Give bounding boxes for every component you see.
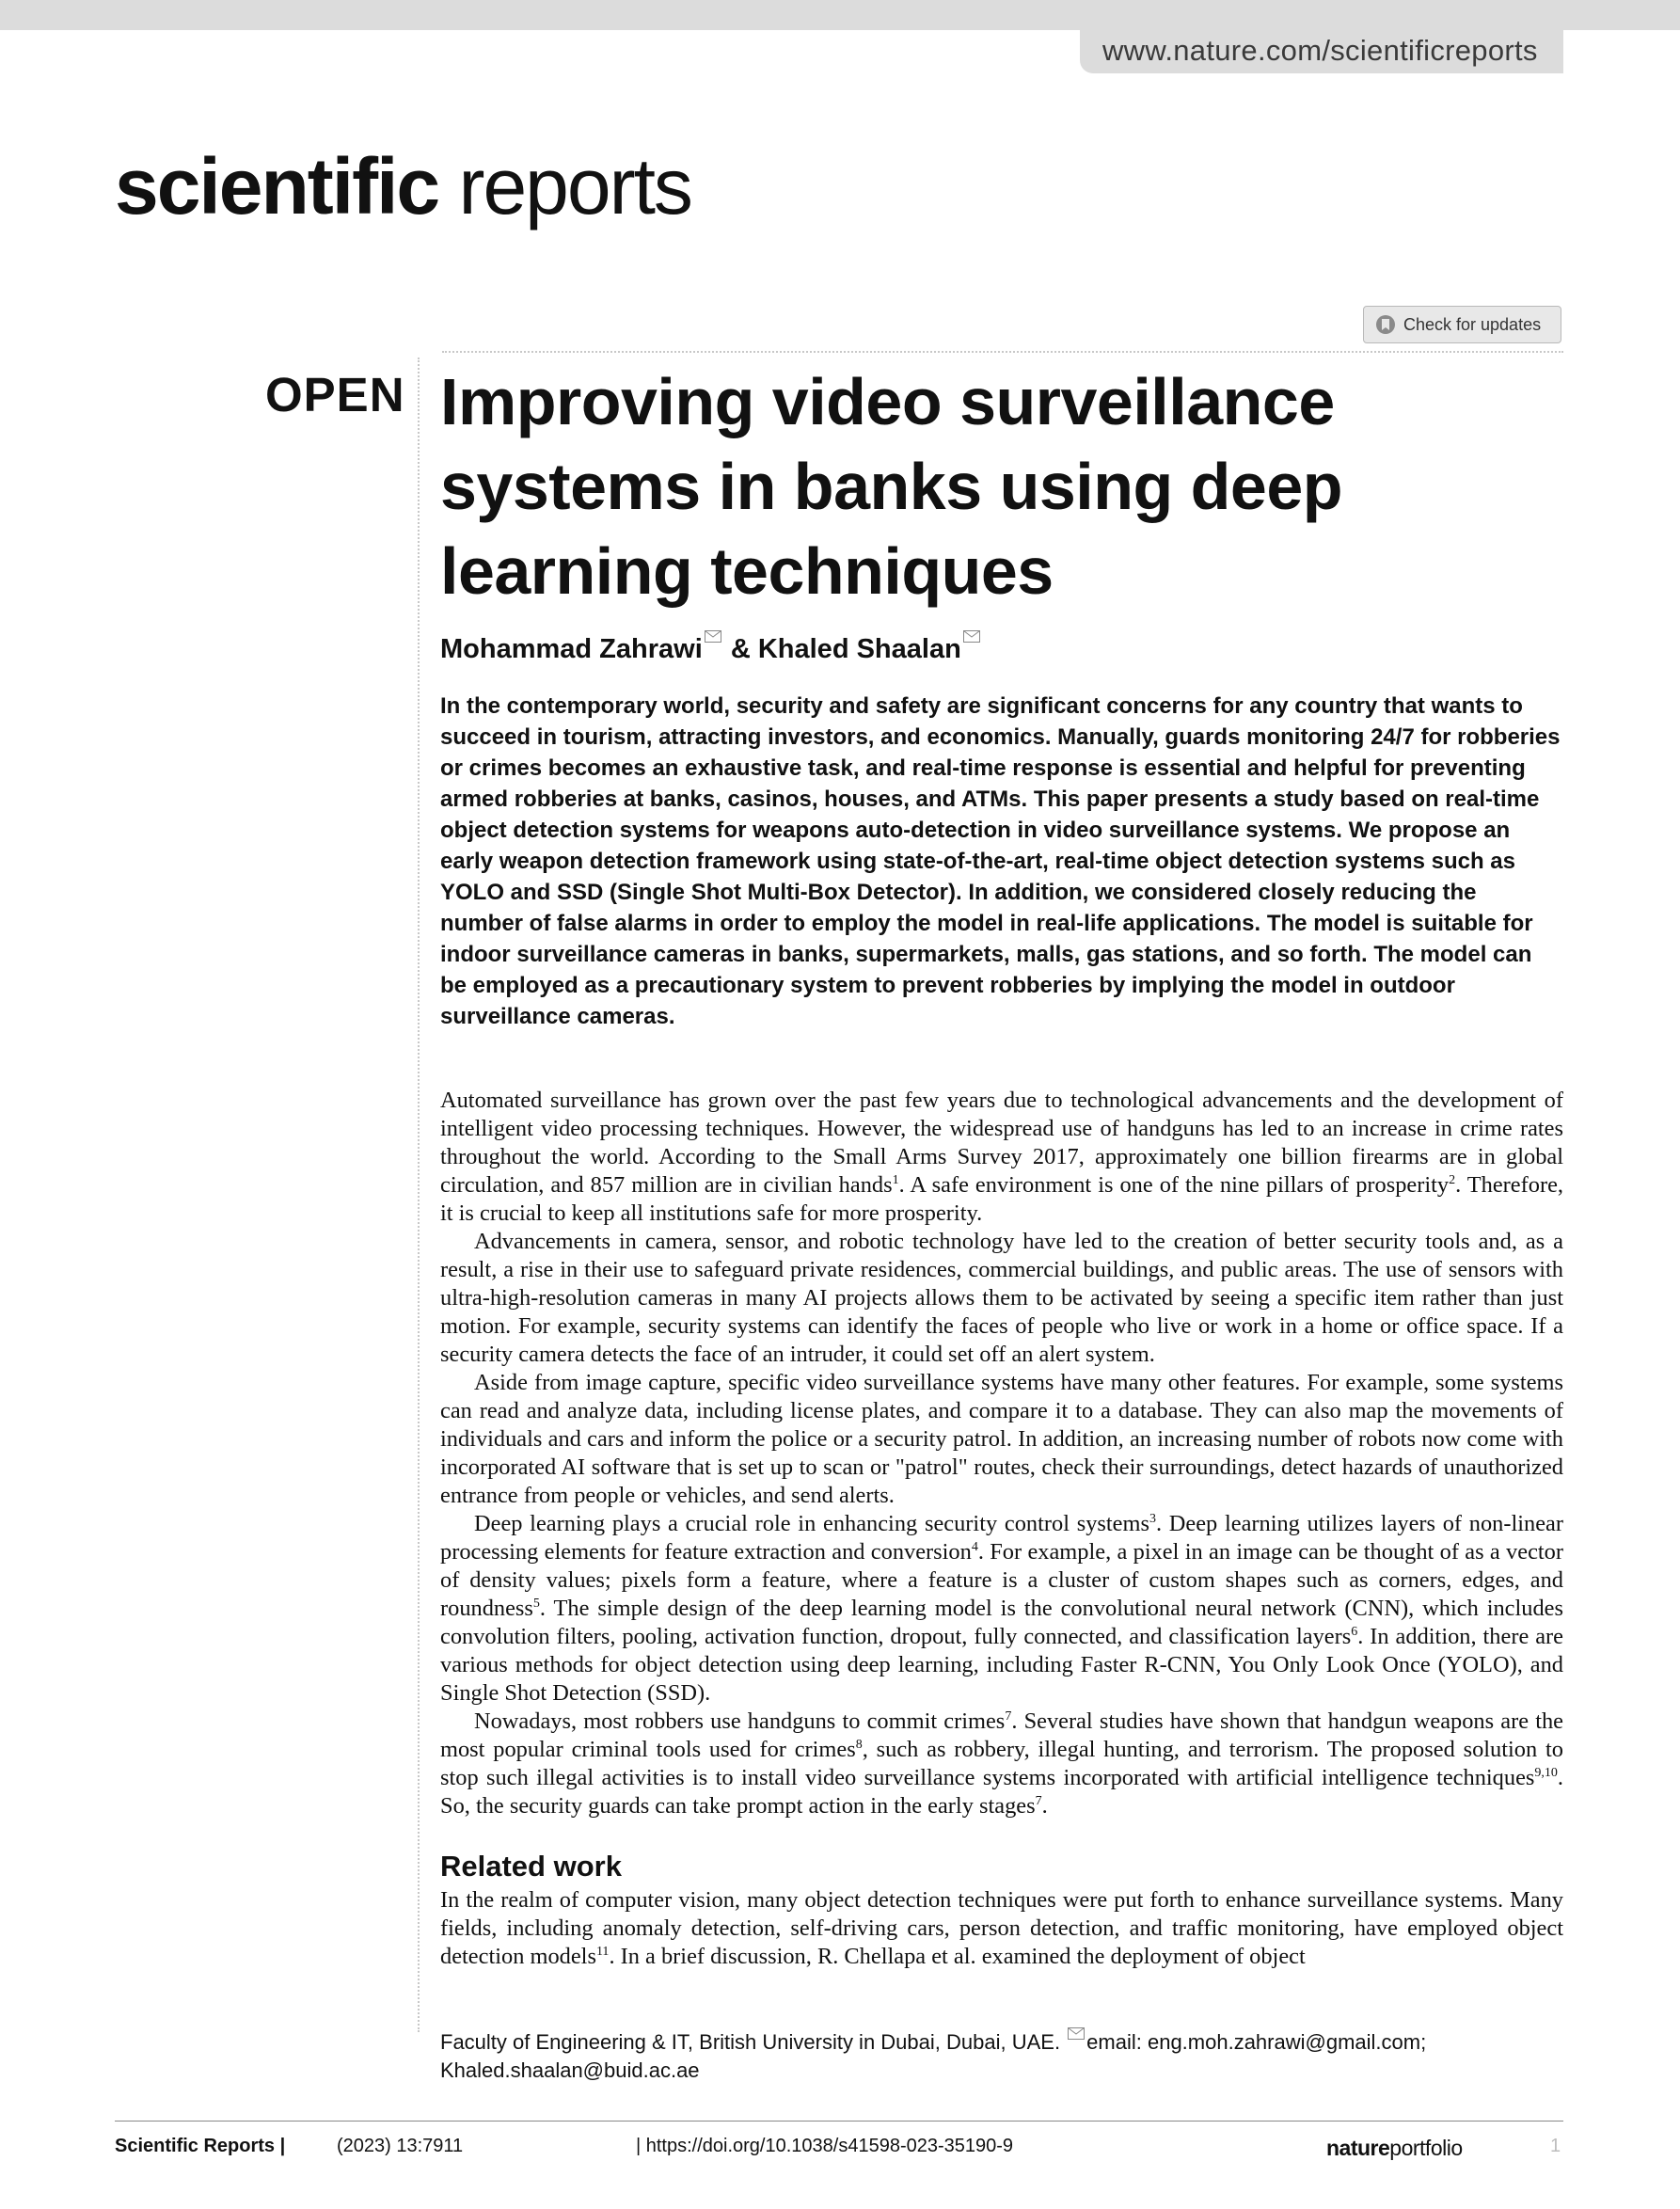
citation[interactable]: 9,10: [1534, 1765, 1558, 1780]
footer-doi-link[interactable]: | https://doi.org/10.1038/s41598-023-35190-9: [636, 2136, 1014, 2156]
journal-logo-bold: scientific: [115, 142, 439, 230]
contact-email[interactable]: email: eng.moh.zahrawi@gmail.com; Khaled.shaalan@buid.ac.ae: [440, 2030, 1427, 2082]
citation[interactable]: 7: [1005, 1708, 1012, 1724]
envelope-icon[interactable]: [963, 630, 980, 643]
envelope-icon: [1068, 2027, 1085, 2040]
journal-logo-light: reports: [438, 142, 691, 230]
paragraph: Aside from image capture, specific video surveillance systems have many other features. For example, some systems can read and analyze data, including license plates, and compare it to a database. They can also map the movements of individuals and cars and inform the police or a security patrol. In addition, an increasing number of robots now come with incorporated AI software that is set up to scan or "patrol" routes, check their surroundings, detect hazards of unauthorized entrance from people or vehicles, and send alerts.: [440, 1370, 1563, 1508]
citation[interactable]: 1: [892, 1172, 899, 1187]
citation[interactable]: 4: [971, 1539, 978, 1554]
envelope-icon[interactable]: [705, 630, 721, 643]
author-name[interactable]: Mohammad Zahrawi: [440, 634, 703, 664]
paragraph: Automated surveillance has grown over the past few years due to technological advancements and the development of intelligent video processing techniques. However, the widespread use of handguns has led to an increase in crime rates throughout the world. According to the Small Arms Survey 2017, approximately one billion firearms are in global circulation, and 857 million are in civilian hands$^1$. A safe environment is one of the nine pillars of prosperity$^2$. Therefore, it is crucial to keep all institutions safe for more prosperity.: [440, 1088, 1563, 1226]
paragraph: In the realm of computer vision, many object detection techniques were put forth to enhance surveillance systems. Many fields, including anomaly detection, self-driving cars, person detection, and traffic monitoring, have employed object detection models$^{11}$. In a brief discussion, R. Chellapa et al. examined the deployment of object: [440, 1887, 1563, 1969]
paragraph: Deep learning plays a crucial role in enhancing security control systems$^3$. Deep learning utilizes layers of non-linear processing elements for feature extraction and conversion$^4$. For example, a pixel in an image can be thought of as a vector of density values; pixels form a feature, where a feature is a cluster of custom shapes such as corners, edges, and roundness$^5$. The simple design of the deep learning model is the convolutional neural network (CNN), which includes convolution filters, pooling, activation function, dropout, fully connected, and classification layers$^6$. In addition, there are various methods for object detection using deep learning, including Faster R-CNN, You Only Look Once (YOLO), and Single Shot Detection (SSD).: [440, 1511, 1564, 1706]
bookmark-icon: [1375, 314, 1396, 335]
affiliation: Faculty of Engineering & IT, British University in Dubai, Dubai, UAE. email: eng.moh.zahrawi@gmail.com; Khaled.shaalan@buid.ac.ae: [440, 2027, 1563, 2085]
check-for-updates-label: Check for updates: [1403, 314, 1542, 334]
section-heading: Related work: [440, 1850, 622, 1883]
check-for-updates-button[interactable]: [1363, 306, 1561, 343]
divider-horizontal: [442, 351, 1563, 353]
citation[interactable]: 5: [532, 1596, 540, 1611]
journal-url[interactable]: www.nature.com/scientificreports: [1080, 28, 1563, 73]
paragraph: Advancements in camera, sensor, and robotic technology have led to the creation of better security tools and, as a result, a rise in their use to safeguard private residences, commercial buildings, and public areas. The use of sensors with ultra-high-resolution cameras in many AI projects allows them to be activated by seeing a specific item rather than just motion. For example, security systems can identify the faces of people who live or work in a home or office space. If a security camera detects the face of an intruder, it could set off an alert system.: [440, 1229, 1563, 1367]
footer-citation: (2023) 13:7911: [337, 2136, 464, 2156]
author-list: [440, 630, 982, 665]
author-name[interactable]: Khaled Shaalan: [757, 634, 961, 664]
introduction: [440, 1087, 1563, 1820]
citation[interactable]: 8: [855, 1737, 863, 1752]
footer-journal: Scientific Reports |: [115, 2136, 286, 2156]
top-bar: [0, 0, 1680, 30]
abstract: In the contemporary world, security and safety are significant concerns for any country that wants to succeed in tourism, attracting investors, and economics. Manually, guards monitoring 24/7 for robberies or crimes becomes an exhaustive task, and real-time response is essential and helpful for preventing armed robberies at banks, casinos, houses, and ATMs. This paper presents a study based on real-time object detection systems for weapons auto-detection in video surveillance systems. We propose an early weapon detection framework using state-of-the-art, real-time object detection systems such as YOLO and SSD (Single Shot Multi-Box Detector). In addition, we considered closely reducing the number of false alarms in order to employ the model in real-life applications. The model is suitable for indoor surveillance cameras in banks, supermarkets, malls, gas stations, and so forth. The model can be employed as a precautionary system to prevent robberies by implying the model in outdoor surveillance cameras.: [440, 693, 1561, 1029]
citation[interactable]: 3: [1149, 1511, 1156, 1526]
citation[interactable]: 11: [595, 1944, 610, 1959]
footer-divider: [115, 2121, 1563, 2122]
author-separator: &: [722, 634, 758, 664]
article-title: Improving video surveillance systems in banks using deep learning techniques: [440, 365, 1343, 608]
divider-vertical: [418, 358, 420, 2032]
journal-logo: [115, 139, 691, 233]
open-access-badge: OPEN: [265, 368, 405, 421]
page-number: 1: [1550, 2136, 1561, 2156]
citation[interactable]: 7: [1035, 1793, 1042, 1808]
citation[interactable]: 2: [1449, 1172, 1456, 1187]
citation[interactable]: 6: [1351, 1624, 1358, 1639]
nature-portfolio-logo: natureportfolio: [1326, 2136, 1463, 2160]
paragraph: Nowadays, most robbers use handguns to commit crimes$^7$. Several studies have shown that handgun weapons are the most popular criminal tools used for crimes$^8$, such as robbery, illegal hunting, and terrorism. The proposed solution to stop such illegal activities is to install video surveillance systems incorporated with artificial intelligence techniques$^{9,10}$. So, the security guards can take prompt action in the early stages$^7$.: [440, 1708, 1564, 1819]
